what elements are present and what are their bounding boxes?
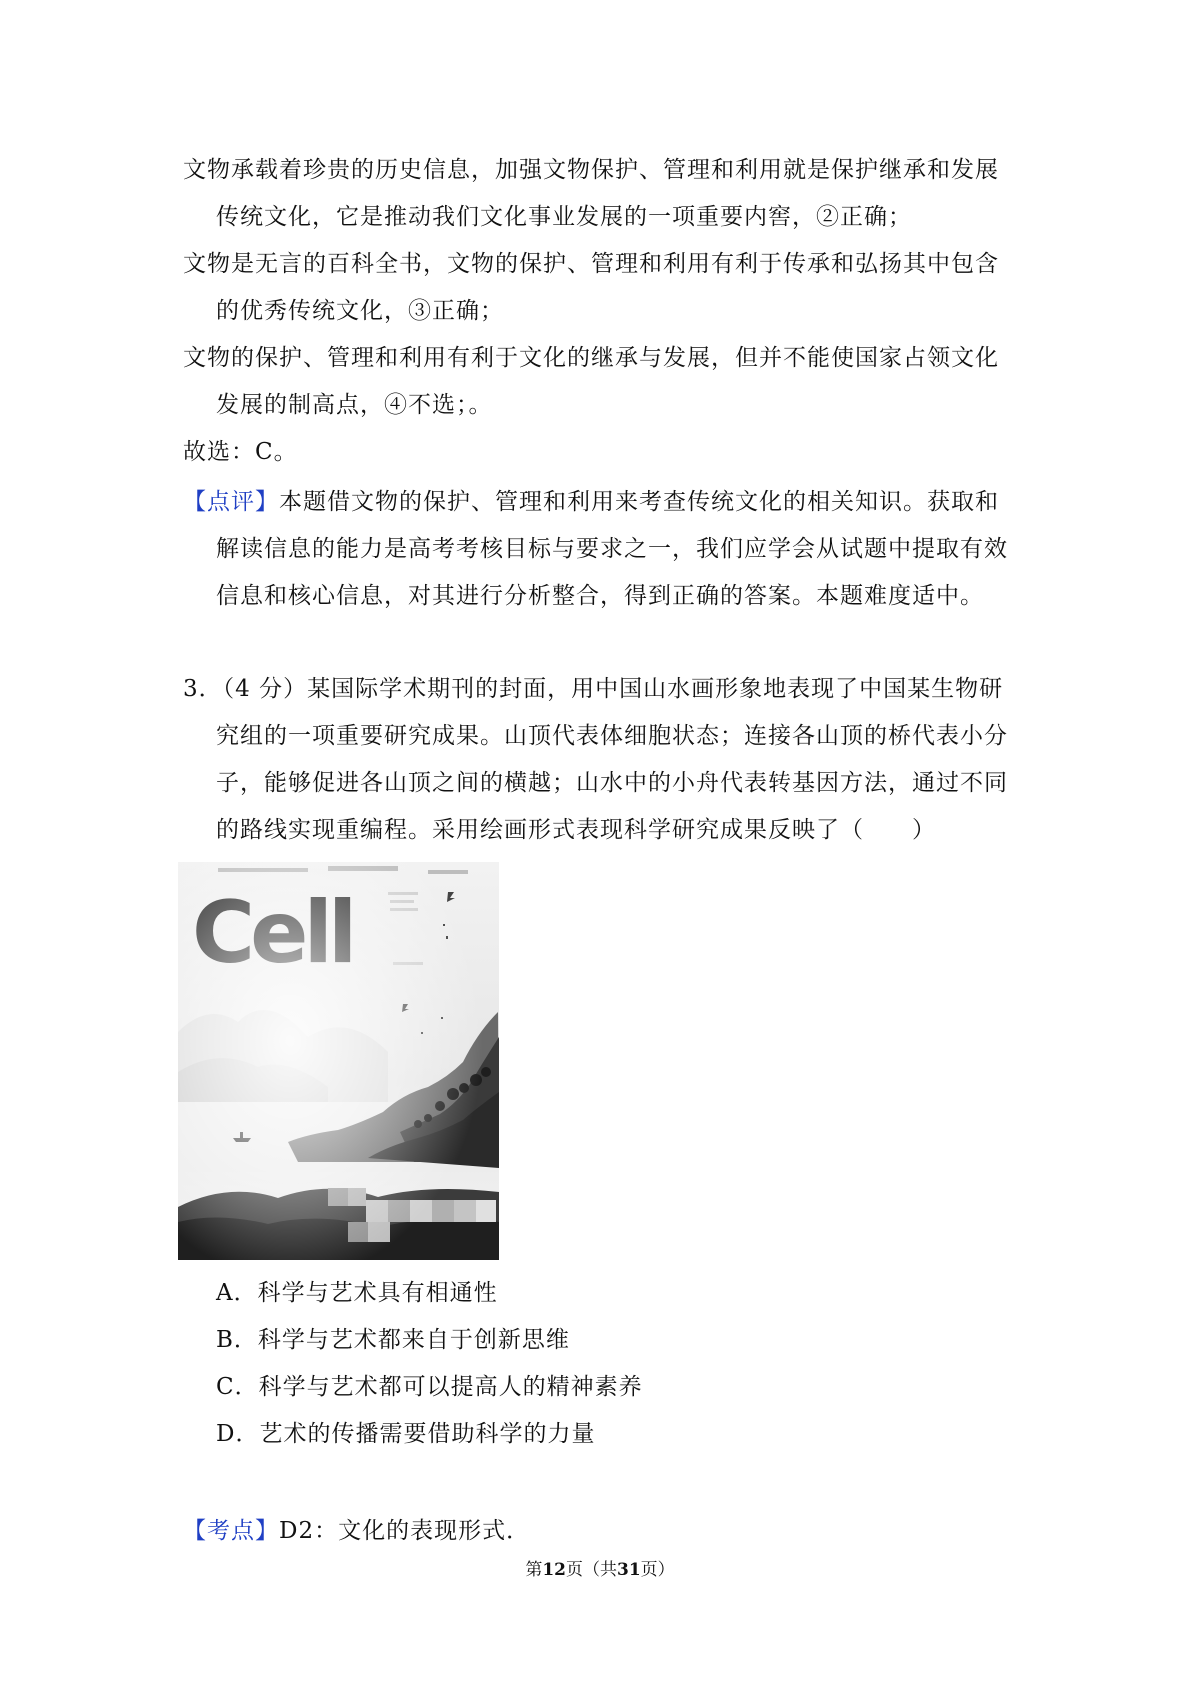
analysis-block	[183, 147, 1028, 476]
analysis-line: 文物是无言的百科全书，文物的保护、管理和利用有利于传承和弘扬其中包含	[183, 251, 999, 277]
option-c: C．科学与艺术都可以提高人的精神素养	[216, 1374, 643, 1400]
answer-options	[216, 1270, 643, 1458]
kaodian-block	[183, 1508, 1028, 1555]
comment-tag: 【点评】	[183, 489, 279, 515]
footer-middle: 页（共	[566, 1560, 617, 1580]
question-stem: 3．（4 分）某国际学术期刊的封面，用中国山水画形象地表现了中国某生物研	[183, 676, 1004, 702]
question-stem: 究组的一项重要研究成果。山顶代表体细胞状态；连接各山顶的桥代表小分	[216, 723, 1008, 749]
question-stem: 子，能够促进各山顶之间的横越；山水中的小舟代表转基因方法，通过不同	[216, 770, 1008, 796]
answer-choice: 故选：C。	[183, 439, 298, 465]
kaodian-text: D2：文化的表现形式．	[279, 1518, 531, 1544]
comment-text: 解读信息的能力是高考考核目标与要求之一，我们应学会从试题中提取有效	[216, 536, 1008, 562]
analysis-line: 文物的保护、管理和利用有利于文化的继承与发展，但并不能使国家占领文化	[183, 345, 999, 371]
footer-page-number: 12	[542, 1560, 566, 1580]
kaodian-tag: 【考点】	[183, 1518, 279, 1544]
question-stem: 的路线实现重编程。采用绘画形式表现科学研究成果反映了（ ）	[216, 817, 936, 843]
analysis-line: 传统文化，它是推动我们文化事业发展的一项重要内窖，②正确；	[216, 204, 912, 230]
analysis-line: 发展的制高点，④不选；。	[216, 392, 493, 418]
cell-journal-cover-image	[178, 862, 499, 1260]
option-d: D．艺术的传播需要借助科学的力量	[216, 1421, 596, 1447]
comment-text: 本题借文物的保护、管理和利用来考查传统文化的相关知识。获取和	[279, 489, 999, 515]
footer-total-pages: 31	[617, 1560, 641, 1580]
comment-block	[183, 479, 1028, 620]
analysis-line: 的优秀传统文化，③正确；	[216, 298, 504, 324]
comment-text: 信息和核心信息，对其进行分析整合，得到正确的答案。本题难度适中。	[216, 583, 984, 609]
option-a: A．科学与艺术具有相通性	[216, 1280, 498, 1306]
footer-prefix: 第	[525, 1560, 543, 1580]
option-b: B．科学与艺术都来自于创新思维	[216, 1327, 570, 1353]
analysis-line: 文物承载着珍贵的历史信息，加强文物保护、管理和利用就是保护继承和发展	[183, 157, 999, 183]
question-block	[183, 666, 1028, 854]
page-footer	[0, 1558, 1200, 1582]
footer-suffix: 页）	[640, 1560, 675, 1580]
